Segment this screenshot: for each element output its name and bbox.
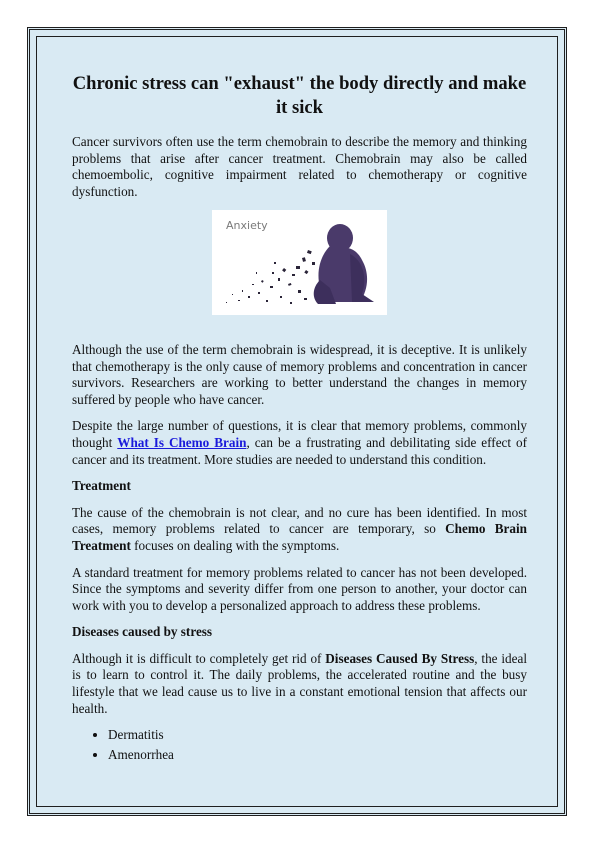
paragraph-cause: The cause of the chemobrain is not clear, and no cure has been identified. In most cases, memory problems related to cancer are temporary, so Chemo Brain Treatment focuses on dealing with the symptoms. (72, 504, 528, 553)
anxiety-image (212, 210, 387, 315)
particles (226, 250, 315, 304)
heading-treatment: Treatment (72, 478, 131, 494)
paragraph-deceptive: Although the use of the term chemobrain is widespread, it is deceptive. It is unlikely that chemotherapy is the only cause of memory problems and concentration in cancer survivors. Researchers are working to better understand the changes in memory suffered by people who have cancer. (72, 341, 527, 407)
what-is-chemo-brain-link[interactable]: What Is Chemo Brain (117, 434, 247, 450)
sitting-person-figure (314, 224, 374, 304)
paragraph-intro: Cancer survivors often use the term chemobrain to describe the memory and thinking problems that arise after cancer treatment. Chemobrain may also be called chemoembolic, cognitive impairment related to chemotherapy or cognitive dysfunction. (72, 134, 527, 199)
article (72, 72, 527, 766)
figure (72, 210, 527, 320)
chemo-brain-treatment-bold: Chemo Brain Treatment (72, 521, 528, 553)
paragraph-stress: Although it is difficult to completely get rid of Diseases Caused By Stress, the ideal is to learn to control it. The daily problems, the accelerated routine and the busy lifestyle that we lead cause us to live in a constant emotional tension that affects our health. (72, 650, 527, 716)
paragraph-standard-treatment: A standard treatment for memory problems related to cancer has not been developed. Since the symptoms and severity differ from one person to another, your doctor can work with you to develop a personalized approach to address these problems. (72, 564, 527, 613)
article-title: Chronic stress can "exhaust" the body directly and make it sick (72, 73, 527, 118)
image-label: Anxiety (226, 219, 268, 233)
paragraph-questions: Despite the large number of questions, it is clear that memory problems, commonly thought What Is Chemo Brain, can be a frustrating and debilitating side effect of cancer and its treatment. More studies are needed to understand this condition. (72, 418, 528, 467)
list-item: • Amenorrhea (108, 747, 527, 764)
disease-list (72, 727, 527, 763)
diseases-caused-by-stress-bold: Diseases Caused By Stress (325, 650, 475, 666)
heading-diseases: Diseases caused by stress (72, 624, 213, 640)
list-item: • Dermatitis (108, 727, 527, 744)
